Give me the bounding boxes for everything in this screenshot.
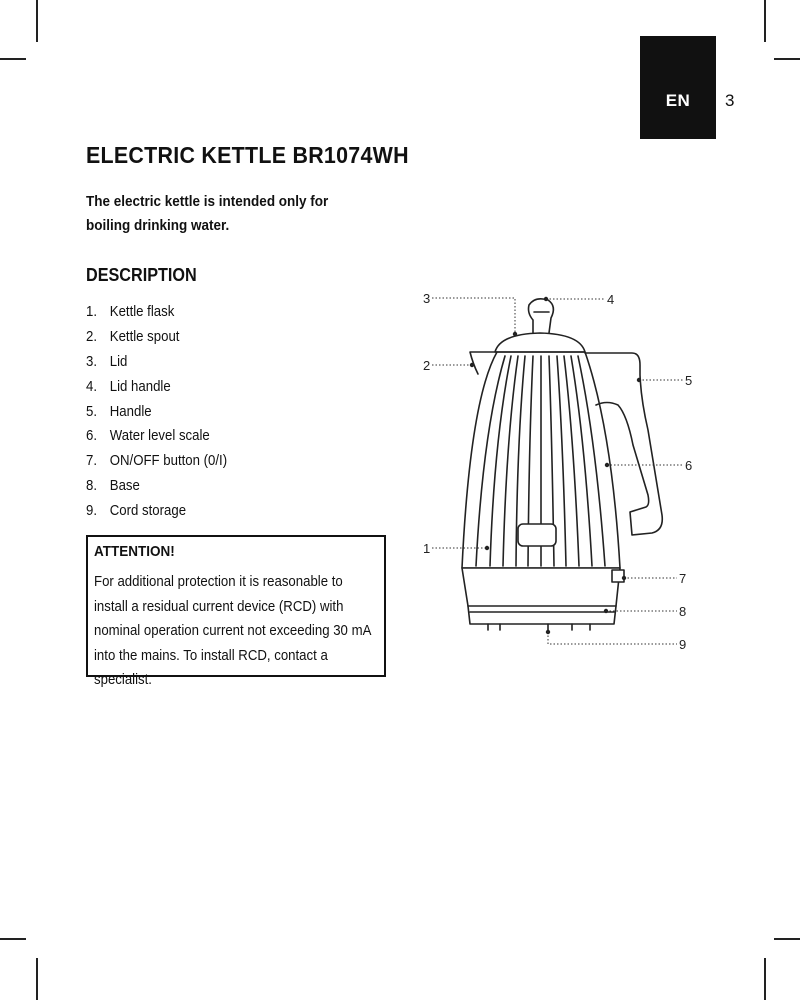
attention-box — [86, 535, 386, 688]
item-number: 1. — [86, 303, 98, 320]
item-number: 9. — [86, 502, 98, 520]
item-number: 6. — [86, 427, 98, 445]
on-off-button-drawing — [612, 570, 624, 582]
list-item — [86, 449, 227, 474]
crop-mark-bottom-left-h — [0, 938, 26, 940]
item-label: Water level scale — [109, 427, 210, 445]
list-item — [86, 499, 227, 524]
list-item — [86, 424, 227, 449]
item-number: 8. — [86, 477, 98, 495]
list-item — [86, 325, 227, 350]
language-tab — [640, 36, 716, 139]
language-label: EN — [665, 90, 691, 110]
kettle-handle — [585, 353, 662, 535]
callout-number-9: 9 — [679, 637, 687, 652]
item-label: Kettle spout — [109, 327, 180, 345]
item-label: Base — [109, 477, 140, 495]
callout-line-3 — [432, 298, 515, 334]
list-item — [86, 400, 227, 425]
attention-heading: ATTENTION! — [94, 543, 175, 560]
document-title: ELECTRIC KETTLE BR1074WH — [86, 142, 409, 168]
water-window — [518, 524, 556, 546]
list-item — [86, 375, 227, 400]
crop-mark-bottom-right-h — [774, 938, 800, 940]
crop-mark-top-left-h — [0, 58, 26, 60]
item-label: Handle — [109, 402, 152, 420]
item-number: 4. — [86, 377, 98, 395]
item-label: Lid handle — [109, 377, 171, 395]
list-item — [86, 300, 227, 325]
intro-text: The electric kettle is intended only for boiling drinking water. — [86, 193, 329, 234]
callout-number-3: 3 — [423, 291, 431, 306]
page-number: 3 — [725, 91, 735, 110]
description-heading: DESCRIPTION — [86, 265, 197, 285]
attention-text: For additional protection it is reasonable to install a residual current device (RCD) with nominal operation current not exceeding 30 mA into the mains. To install RCD, contact a specialist. — [94, 573, 371, 688]
item-label: Lid — [109, 352, 128, 370]
callout-line-9 — [548, 632, 677, 644]
item-label: ON/OFF button (0/I) — [109, 452, 228, 470]
parts-list — [86, 300, 227, 524]
callout-number-2: 2 — [423, 358, 431, 373]
callout-number-4: 4 — [607, 292, 615, 307]
kettle-spout — [470, 352, 497, 374]
callout-number-1: 1 — [423, 541, 431, 556]
item-label: Kettle flask — [109, 303, 175, 320]
crop-mark-top-left — [36, 0, 38, 42]
item-number: 7. — [86, 452, 98, 470]
list-item — [86, 350, 227, 375]
list-item — [86, 474, 227, 499]
kettle-lid-handle — [529, 299, 554, 333]
crop-mark-bottom-right — [764, 958, 766, 1000]
kettle-body — [462, 352, 620, 568]
kettle-lid — [495, 333, 585, 352]
item-number: 3. — [86, 352, 98, 370]
callout-number-8: 8 — [679, 604, 687, 619]
crop-mark-top-right-h — [774, 58, 800, 60]
item-number: 5. — [86, 402, 98, 420]
callout-number-5: 5 — [685, 373, 693, 388]
crop-mark-bottom-left — [36, 958, 38, 1000]
crop-mark-top-right — [764, 0, 766, 42]
callout-number-7: 7 — [679, 571, 687, 586]
kettle-base — [462, 568, 620, 606]
item-label: Cord storage — [109, 502, 187, 520]
item-number: 2. — [86, 327, 98, 345]
callout-number-6: 6 — [685, 458, 693, 473]
